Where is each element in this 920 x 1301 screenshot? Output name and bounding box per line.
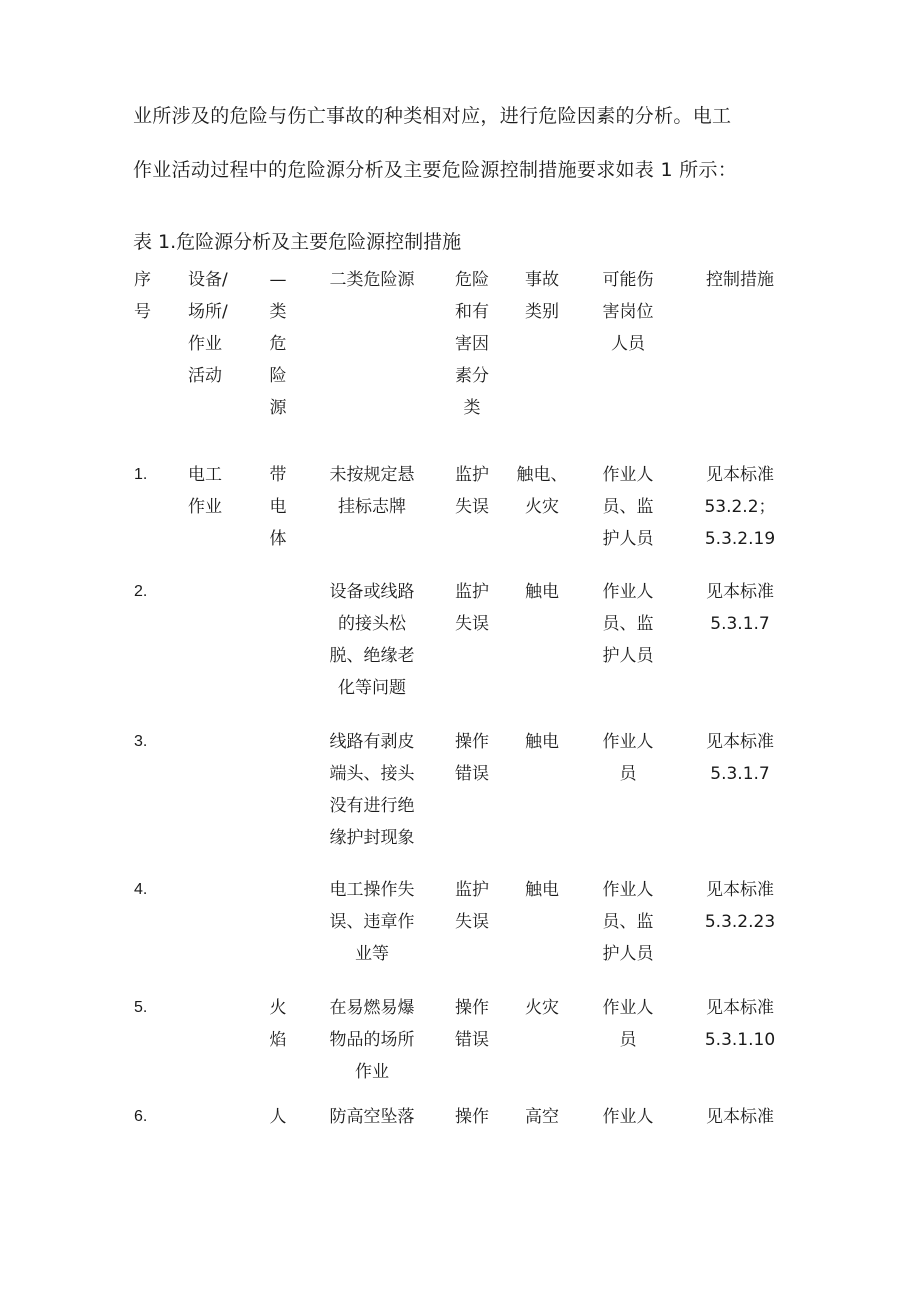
row-hazard2: 电工操作失 误、违章作 业等	[329, 880, 415, 964]
row-accident: 火灾	[525, 998, 559, 1018]
row-category: 操作	[455, 1107, 489, 1127]
row-hazard2: 线路有剥皮 端头、接头 没有进行绝 缘护封现象	[329, 732, 415, 848]
row-hazard1: 火 焰	[269, 998, 287, 1050]
row-control: 见本标准 53.2.2； 5.3.2.19	[704, 465, 776, 549]
paragraph-line-1: 业所涉及的危险与伤亡事故的种类相对应，进行危险因素的分析。电工	[133, 105, 732, 127]
row-seq: 6.	[134, 1108, 148, 1125]
row-hazard2: 设备或线路 的接头松 脱、绝缘老 化等问题	[329, 582, 415, 698]
row-seq: 4.	[134, 881, 148, 898]
row-personnel: 作业人 员	[602, 998, 654, 1050]
row-accident: 高空	[525, 1107, 559, 1127]
row-control: 见本标准 5.3.1.7	[706, 732, 774, 784]
header-category: 危险 和有 害因 素分 类	[455, 270, 489, 418]
row-hazard2: 在易燃易爆 物品的场所 作业	[329, 998, 415, 1082]
header-hazard2: 二类危险源	[329, 270, 415, 290]
row-personnel: 作业人 员	[602, 732, 654, 784]
header-control: 控制措施	[706, 270, 774, 290]
row-hazard1: 带 电 体	[269, 465, 287, 549]
row-seq: 3.	[134, 733, 148, 750]
paragraph-line-2: 作业活动过程中的危险源分析及主要危险源控制措施要求如表 1 所示：	[133, 159, 738, 181]
header-device: 设备/ 场所/ 作业 活动	[188, 270, 228, 386]
row-category: 操作 错误	[455, 732, 489, 784]
header-seq: 序 号	[134, 270, 151, 322]
header-hazard1: — 类 危 险 源	[269, 270, 287, 418]
row-category: 监护 失误	[455, 880, 489, 932]
row-accident: 触电	[525, 732, 559, 752]
row-personnel: 作业人	[602, 1107, 654, 1127]
row-hazard2: 防高空坠落	[329, 1107, 415, 1127]
row-hazard2: 未按规定悬 挂标志牌	[329, 465, 415, 517]
row-control: 见本标准 5.3.1.10	[704, 998, 776, 1050]
row-hazard1: 人	[269, 1107, 287, 1127]
header-accident: 事故 类别	[525, 270, 559, 322]
row-personnel: 作业人 员、监 护人员	[602, 465, 654, 549]
row-category: 监护 失误	[455, 465, 489, 517]
row-device: 电工 作业	[188, 465, 222, 517]
row-accident: 触电	[525, 582, 559, 602]
row-category: 操作 错误	[455, 998, 489, 1050]
row-personnel: 作业人 员、监 护人员	[602, 880, 654, 964]
row-seq: 5.	[134, 999, 148, 1016]
row-seq: 1.	[134, 466, 148, 483]
row-category: 监护 失误	[455, 582, 489, 634]
row-accident: 触电、 火灾	[516, 465, 568, 517]
header-personnel: 可能伤 害岗位 人员	[602, 270, 654, 354]
row-control: 见本标准 5.3.1.7	[706, 582, 774, 634]
row-control: 见本标准	[706, 1107, 774, 1127]
row-personnel: 作业人 员、监 护人员	[602, 582, 654, 666]
row-accident: 触电	[525, 880, 559, 900]
table-caption: 表 1.危险源分析及主要危险源控制措施	[133, 231, 462, 253]
row-control: 见本标准 5.3.2.23	[704, 880, 776, 932]
row-seq: 2.	[134, 583, 148, 600]
